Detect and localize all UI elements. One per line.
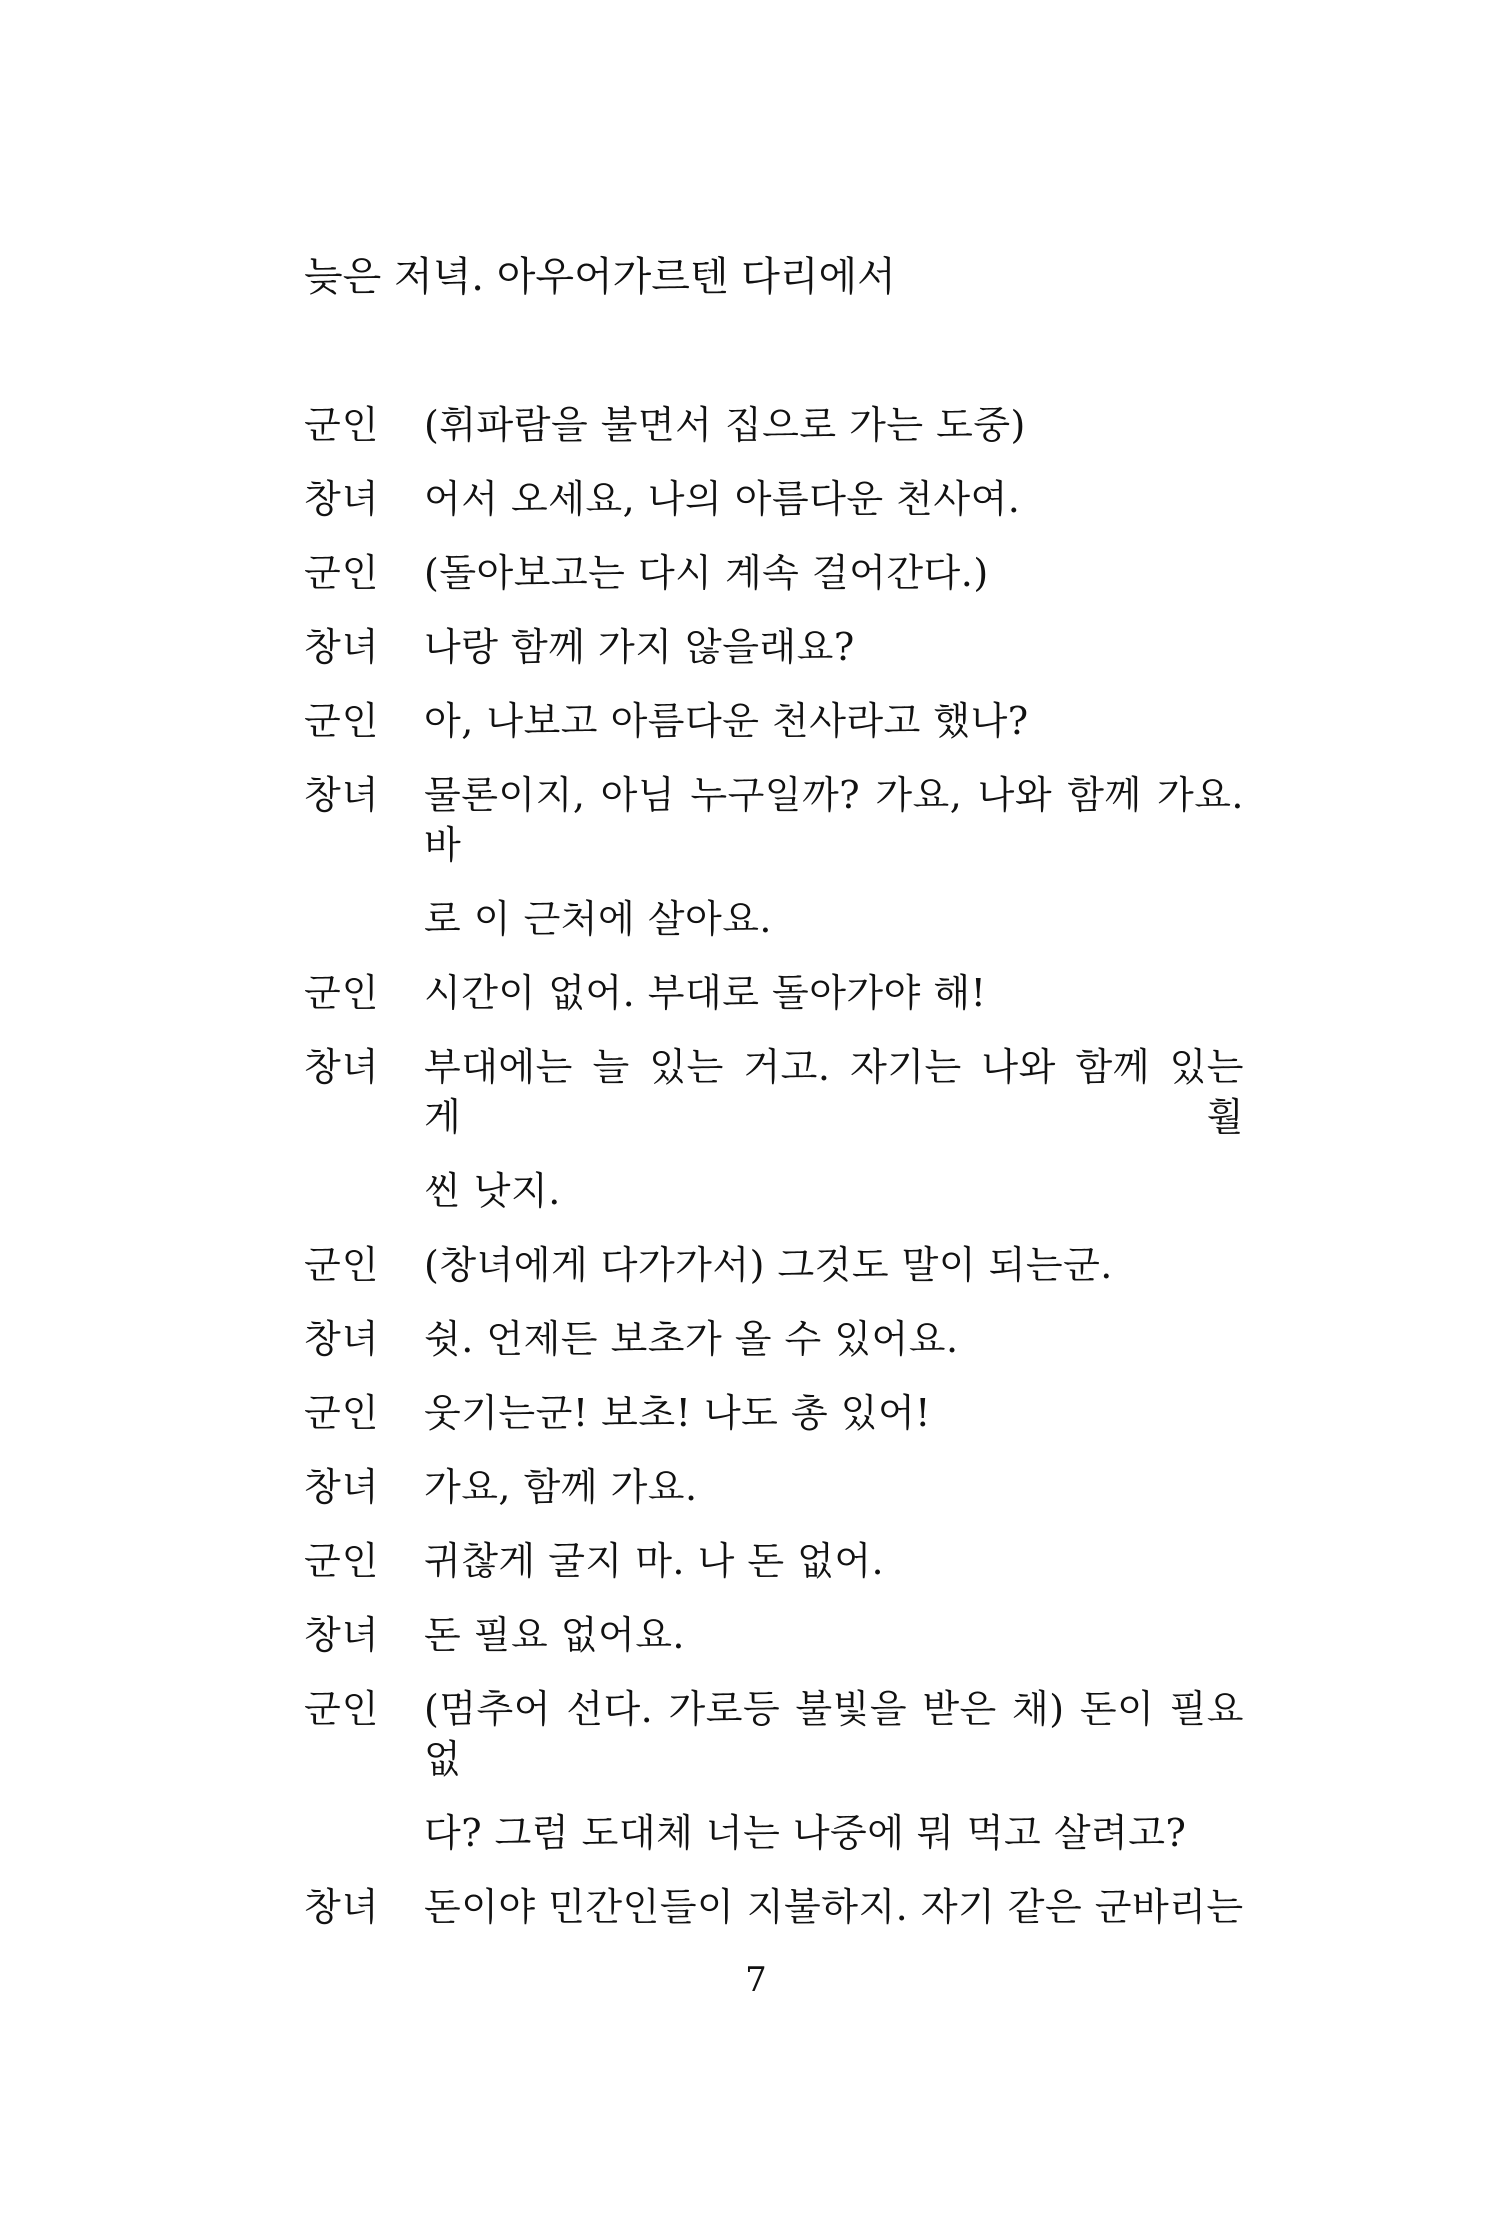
speaker-name: 창녀 xyxy=(304,1317,380,1361)
dialogue-text-line: (창녀에게 다가가서) 그것도 말이 되는군. xyxy=(424,1243,1113,1287)
speaker-name: 군인 xyxy=(304,699,380,743)
dialogue-line xyxy=(304,622,1244,672)
dialogue-line xyxy=(304,1388,1244,1438)
dialogue-text-line: 나랑 함께 가지 않을래요? xyxy=(424,625,855,669)
speaker-name: 군인 xyxy=(304,1687,380,1731)
dialogue-text xyxy=(424,696,1244,746)
dialogue-text-line: 웃기는군! 보초! 나도 총 있어! xyxy=(424,1391,931,1435)
dialogue-text-line: 어서 오세요, 나의 아름다운 천사여. xyxy=(424,477,1021,521)
dialogue-text-line: 돈이야 민간인들이 지불하지. 자기 같은 군바리는 xyxy=(424,1885,1244,1929)
speaker-name: 창녀 xyxy=(304,1885,380,1929)
dialogue-text xyxy=(424,1536,1244,1586)
dialogue-line xyxy=(304,400,1244,450)
dialogue-text xyxy=(424,1042,1244,1216)
dialogue-text xyxy=(424,474,1244,524)
dialogue-text-line: 시간이 없어. 부대로 돌아가야 해! xyxy=(424,971,987,1015)
dialogue-text xyxy=(424,1314,1244,1364)
dialogue-text-line: 부대에는 늘 있는 거고. 자기는 나와 함께 있는 게 훨 xyxy=(424,1045,1244,1139)
dialogue-text-line: 돈 필요 없어요. xyxy=(424,1613,685,1657)
speaker-name: 창녀 xyxy=(304,1045,380,1089)
dialogue-line xyxy=(304,548,1244,598)
speaker-name: 창녀 xyxy=(304,625,380,669)
speaker-name: 창녀 xyxy=(304,1613,380,1657)
dialogue-text-line: (휘파람을 불면서 집으로 가는 도중) xyxy=(424,403,1026,447)
dialogue-text-line: 씬 낫지. xyxy=(424,1169,561,1213)
dialogue-text xyxy=(424,770,1244,944)
dialogue-text xyxy=(424,548,1244,598)
speaker-name: 군인 xyxy=(304,971,380,1015)
dialogue-text-line: 가요, 함께 가요. xyxy=(424,1465,698,1509)
speaker-name: 군인 xyxy=(304,551,380,595)
dialogue-line xyxy=(304,1042,1244,1216)
dialogue-text xyxy=(424,1882,1244,1932)
dialogue-text xyxy=(424,622,1244,672)
speaker-name: 군인 xyxy=(304,1391,380,1435)
speaker-name: 군인 xyxy=(304,1243,380,1287)
speaker-name: 창녀 xyxy=(304,1465,380,1509)
dialogue-text xyxy=(424,1462,1244,1512)
dialogue-text-line: 다? 그럼 도대체 너는 나중에 뭐 먹고 살려고? xyxy=(424,1811,1187,1855)
dialogue-text-line: (멈추어 선다. 가로등 불빛을 받은 채) 돈이 필요 없 xyxy=(424,1687,1244,1781)
dialogue-list xyxy=(304,400,1244,1956)
dialogue-line xyxy=(304,474,1244,524)
dialogue-line xyxy=(304,1462,1244,1512)
dialogue-text-line: 아, 나보고 아름다운 천사라고 했나? xyxy=(424,699,1029,743)
dialogue-text-line: 귀찮게 굴지 마. 나 돈 없어. xyxy=(424,1539,885,1583)
dialogue-text-line: 물론이지, 아님 누구일까? 가요, 나와 함께 가요. 바 xyxy=(424,773,1244,867)
dialogue-line xyxy=(304,770,1244,944)
dialogue-line xyxy=(304,1536,1244,1586)
dialogue-text xyxy=(424,1684,1244,1858)
speaker-name: 창녀 xyxy=(304,477,380,521)
dialogue-text xyxy=(424,968,1244,1018)
dialogue-line xyxy=(304,1240,1244,1290)
speaker-name: 군인 xyxy=(304,1539,380,1583)
dialogue-text xyxy=(424,1240,1244,1290)
page-number: 7 xyxy=(745,1960,767,2000)
dialogue-text xyxy=(424,1610,1244,1660)
scene-heading: 늦은 저녁. 아우어가르텐 다리에서 xyxy=(304,254,896,300)
speaker-name: 군인 xyxy=(304,403,380,447)
speaker-name: 창녀 xyxy=(304,773,380,817)
dialogue-line xyxy=(304,1610,1244,1660)
dialogue-text xyxy=(424,400,1244,450)
dialogue-text-line: 로 이 근처에 살아요. xyxy=(424,897,772,941)
dialogue-line xyxy=(304,1882,1244,1932)
dialogue-text-line: (돌아보고는 다시 계속 걸어간다.) xyxy=(424,551,989,595)
dialogue-line xyxy=(304,1684,1244,1858)
dialogue-line xyxy=(304,968,1244,1018)
dialogue-text xyxy=(424,1388,1244,1438)
dialogue-text-line: 쉿. 언제든 보초가 올 수 있어요. xyxy=(424,1317,959,1361)
dialogue-line xyxy=(304,696,1244,746)
dialogue-line xyxy=(304,1314,1244,1364)
